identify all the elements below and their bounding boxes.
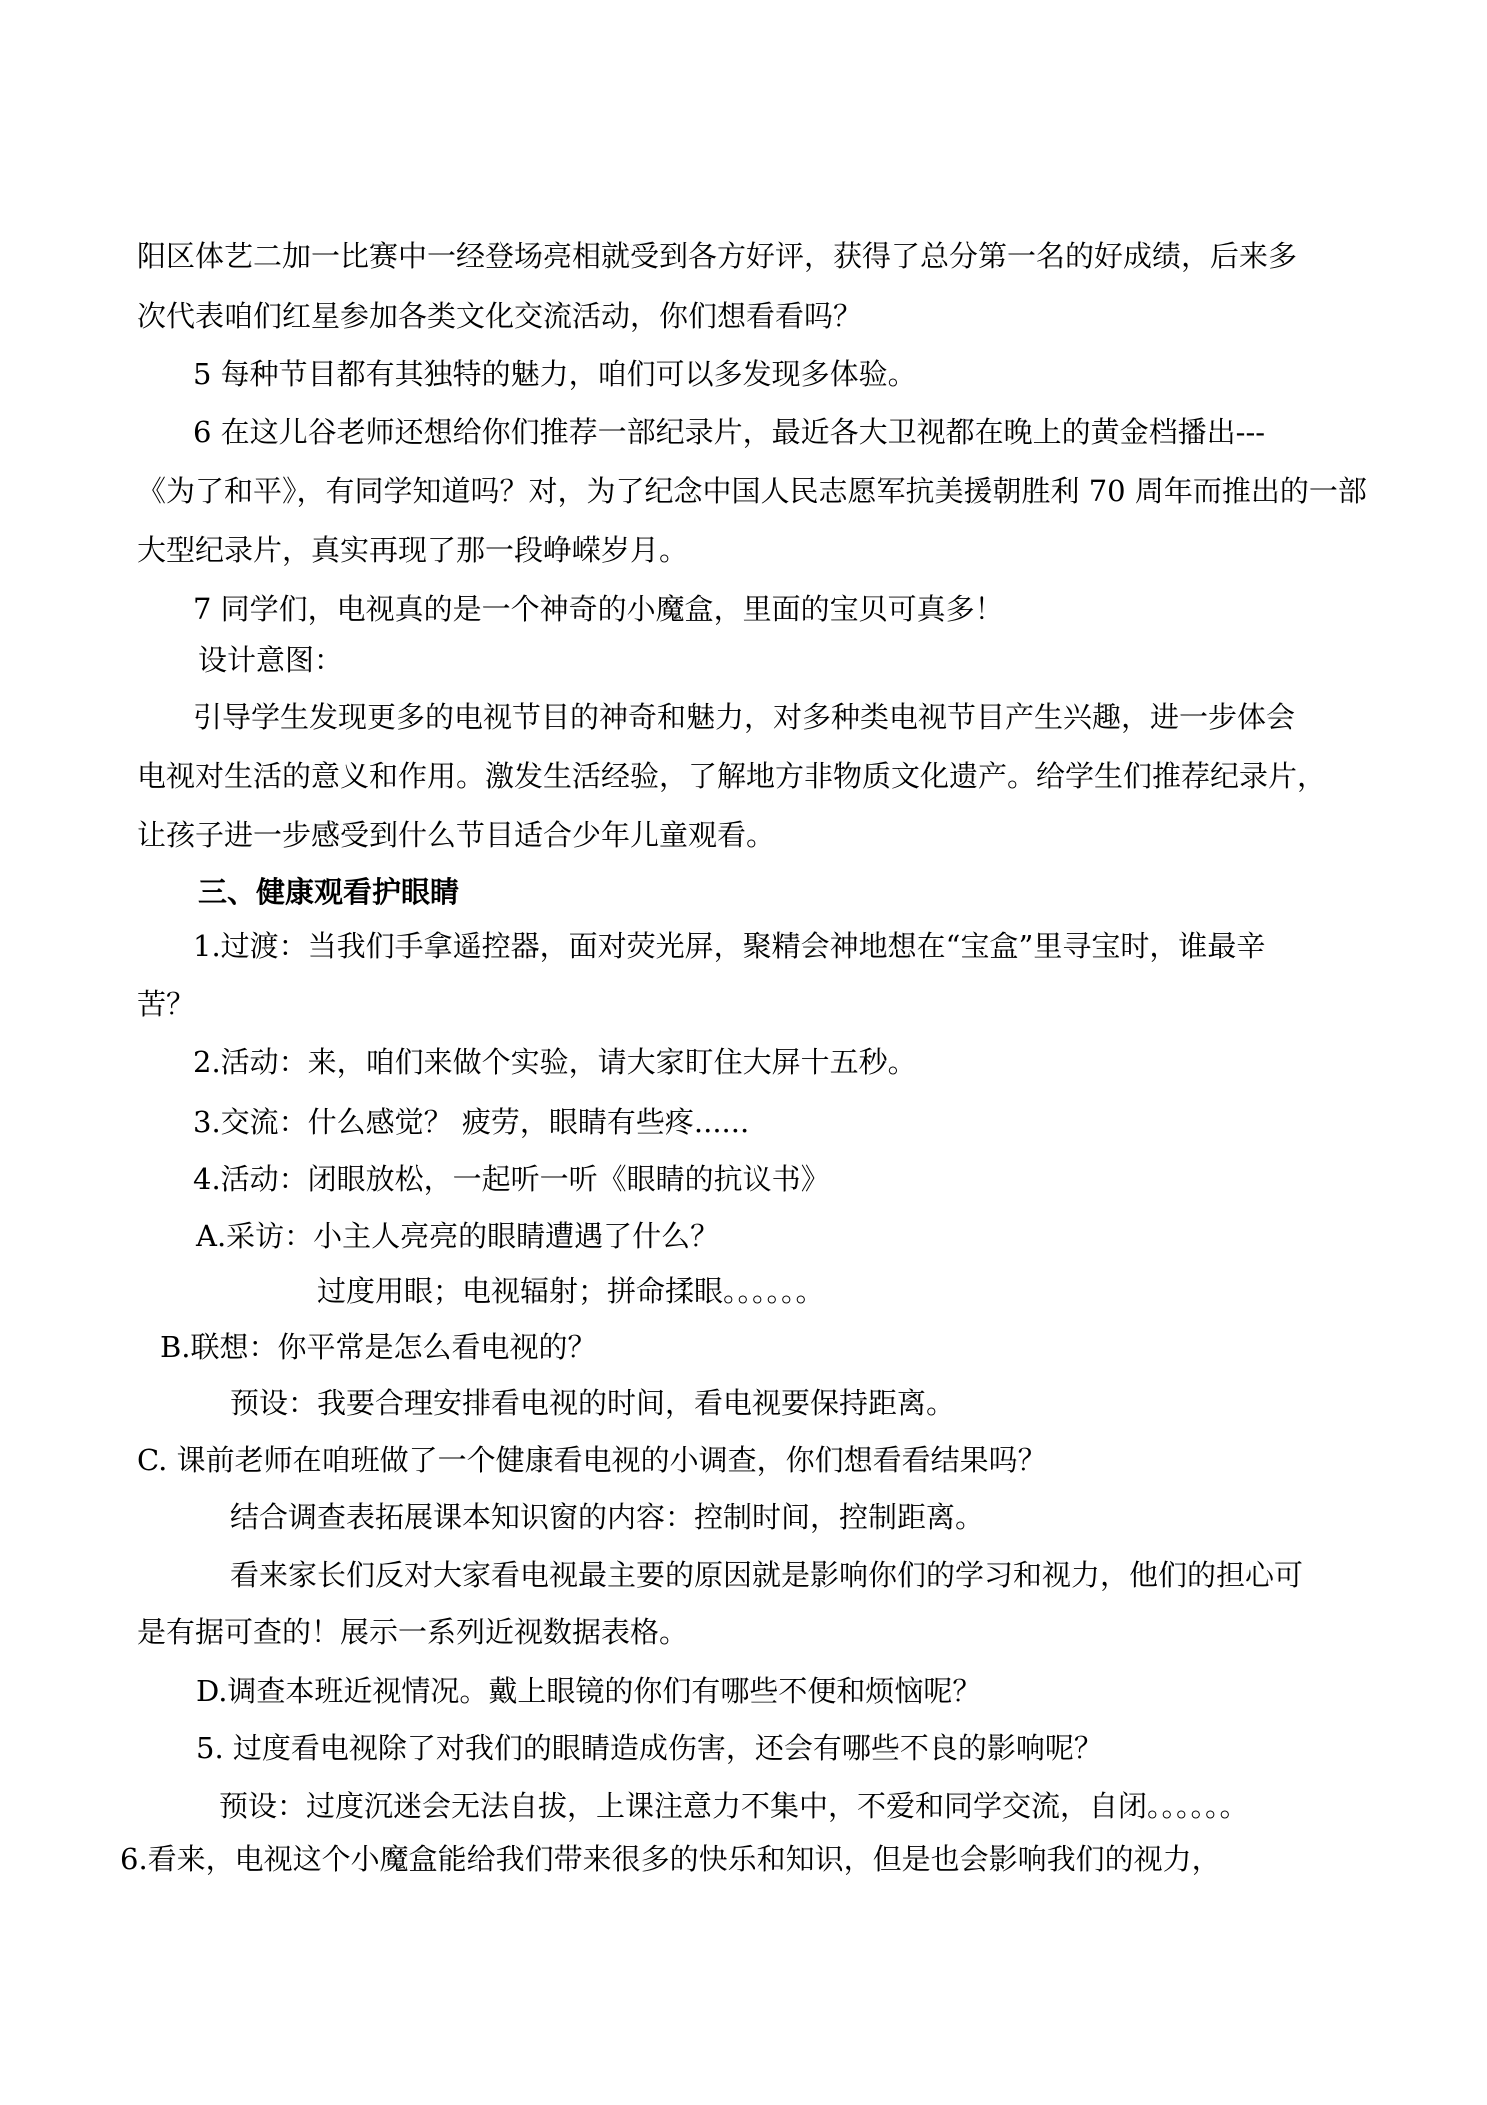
text-line: 1.过渡：当我们手拿遥控器，面对荧光屏，聚精会神地想在“宝盒”里寻宝时，谁最辛 [193,929,1266,963]
text-line: 阳区体艺二加一比赛中一经登场亮相就受到各方好评，获得了总分第一名的好成绩，后来多 [137,239,1298,273]
text-line: 苦？ [137,987,196,1021]
text-line: 大型纪录片，真实再现了那一段峥嵘岁月。 [137,533,689,567]
text-line: 预设：过度沉迷会无法自拔，上课注意力不集中，不爱和同学交流，自闭。。。。。。 [219,1789,1249,1823]
text-line: 是有据可查的！展示一系列近视数据表格。 [137,1615,689,1649]
text-line: 引导学生发现更多的电视节目的神奇和魅力，对多种类电视节目产生兴趣，进一步体会 [193,700,1296,734]
text-line: 过度用眼；电视辐射；拼命揉眼。。。。。。 [317,1274,825,1308]
text-line: 5 每种节目都有其独特的魅力，咱们可以多发现多体验。 [193,357,917,391]
text-line: 电视对生活的意义和作用。激发生活经验，了解地方非物质文化遗产。给学生们推荐纪录片， [137,759,1327,793]
section-heading: 三、健康观看护眼睛 [198,875,460,909]
text-line: 4.活动：闭眼放松，一起听一听《眼睛的抗议书》 [193,1162,830,1196]
text-line: 7 同学们，电视真的是一个神奇的小魔盒，里面的宝贝可真多！ [193,592,1004,626]
text-line: 3.交流：什么感觉？ 疲劳，眼睛有些疼...... [193,1105,750,1139]
text-line: 2.活动：来，咱们来做个实验，请大家盯住大屏十五秒。 [193,1045,917,1079]
text-line: 让孩子进一步感受到什么节目适合少年儿童观看。 [137,818,776,852]
text-line: D.调查本班近视情况。戴上眼镜的你们有哪些不便和烦恼呢？ [196,1674,982,1708]
text-line: 《为了和平》，有同学知道吗？对，为了纪念中国人民志愿军抗美援朝胜利 70 周年而推出的一部 [137,474,1367,508]
text-line: A.采访：小主人亮亮的眼睛遭遇了什么？ [196,1219,720,1253]
text-line: 看来家长们反对大家看电视最主要的原因就是影响你们的学习和视力，他们的担心可 [230,1558,1304,1592]
text-line: 6.看来，电视这个小魔盒能给我们带来很多的快乐和知识，但是也会影响我们的视力， [120,1842,1221,1876]
text-line: C. 课前老师在咱班做了一个健康看电视的小调查，你们想看看结果吗？ [137,1443,1047,1477]
section-label: 设计意图： [198,643,344,677]
text-line: 5. 过度看电视除了对我们的眼睛造成伤害，还会有哪些不良的影响呢？ [196,1731,1103,1765]
text-line: 结合调查表拓展课本知识窗的内容：控制时间，控制距离。 [230,1500,985,1534]
text-line: 次代表咱们红星参加各类文化交流活动，你们想看看吗？ [137,299,863,333]
text-line: 6 在这儿谷老师还想给你们推荐一部纪录片，最近各大卫视都在晚上的黄金档播出--- [193,415,1266,449]
text-line: 预设：我要合理安排看电视的时间，看电视要保持距离。 [230,1386,956,1420]
text-line: B.联想：你平常是怎么看电视的？ [160,1330,597,1364]
